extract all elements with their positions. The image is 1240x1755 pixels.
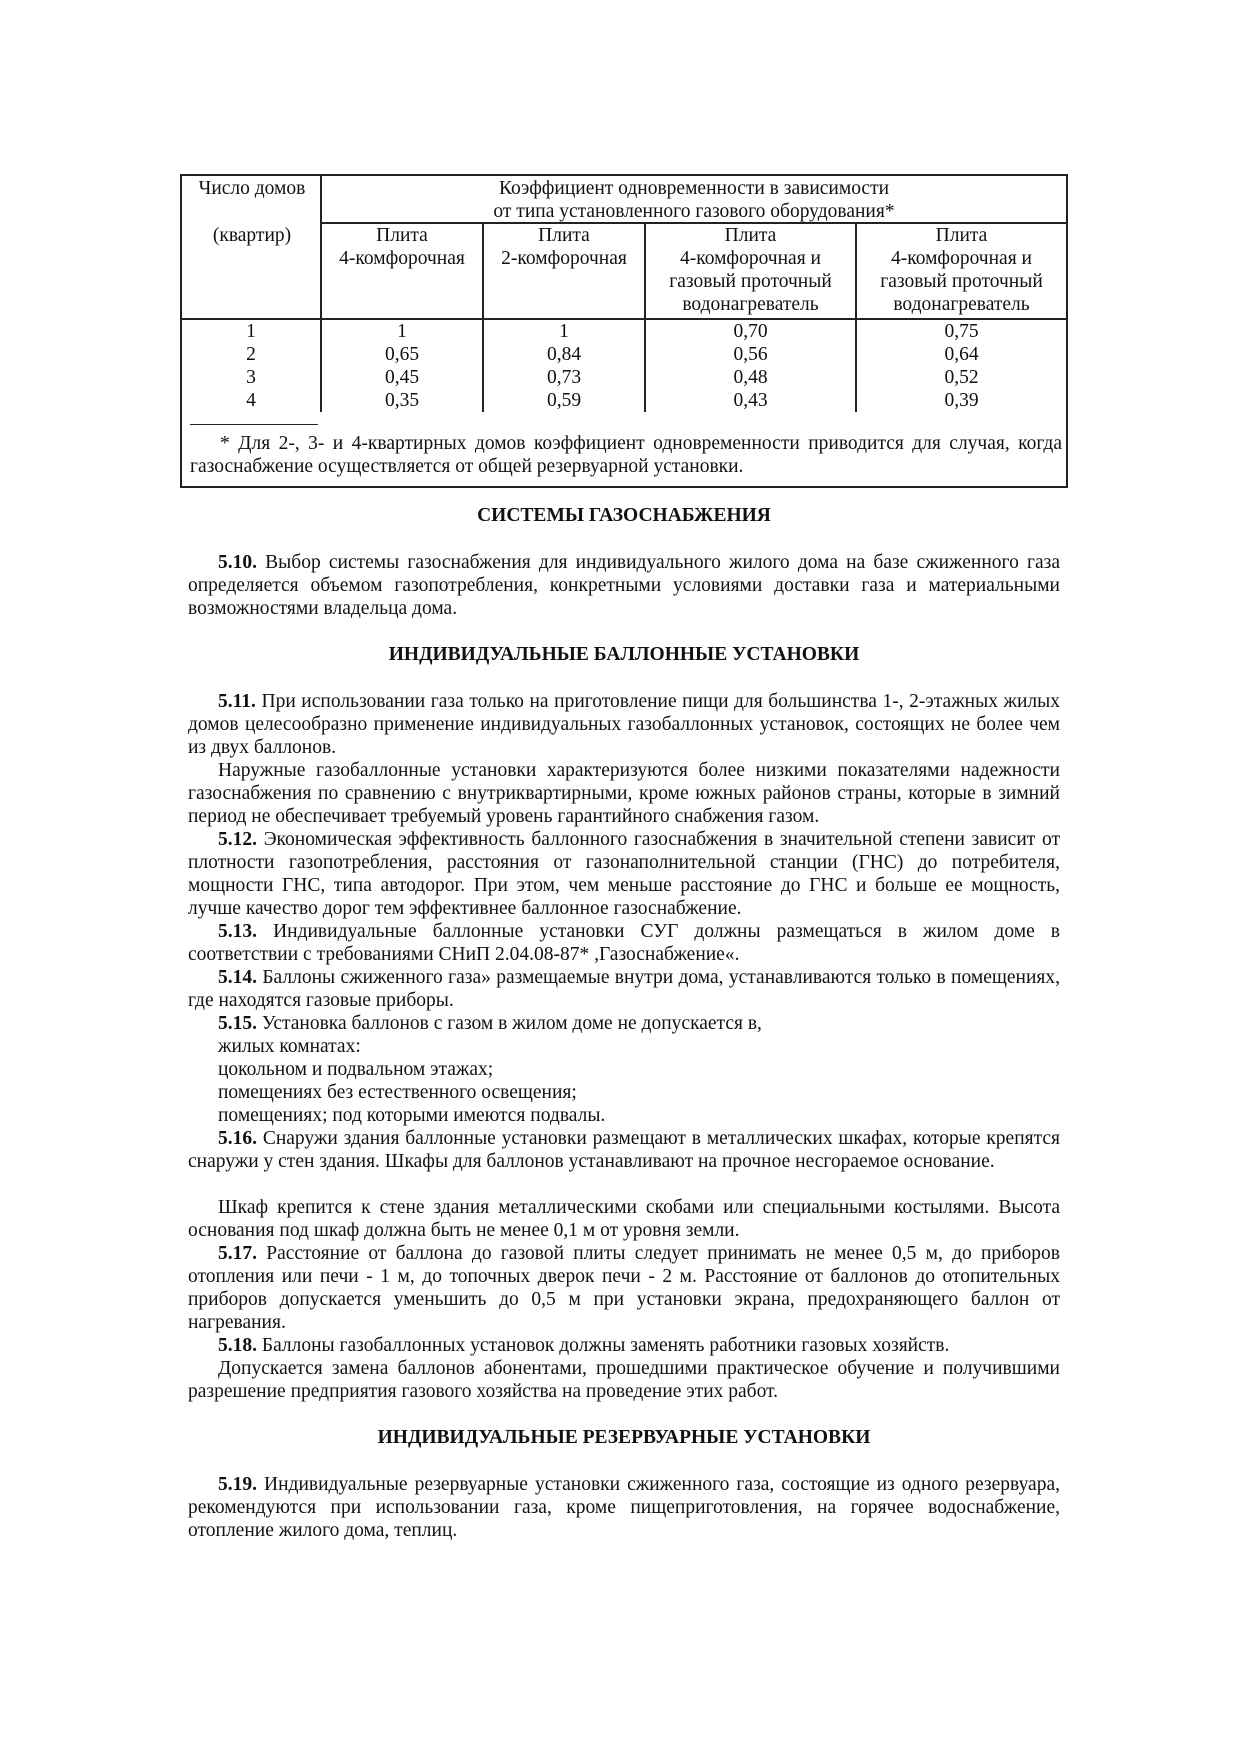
paragraph-5-15: [188, 1012, 1060, 1035]
paragraph-5-19: [188, 1473, 1060, 1542]
table-cell: 0,73: [546, 367, 582, 388]
col-stove-heater-a: [646, 320, 855, 412]
paragraph-text: Баллоны сжиженного газа» размещаемые внутри дома, устанавливаются только в помещениях, где находятся газовые приборы.: [188, 967, 1060, 1011]
coefficient-table: [180, 174, 1068, 488]
paragraph-text: При использовании газа только на приготовление пищи для большинства 1-, 2-этажных жилых домов целесообразно применение индивидуальных газобаллонных установок, состоящих не более чем из двух баллонов.: [188, 691, 1060, 758]
table-cell: 0,39: [944, 390, 979, 411]
header-group-line2: от типа установленного газового оборудования*: [493, 201, 895, 222]
table-cell: 0,43: [733, 390, 768, 411]
header-col-4-line2: 4-комфорочная и: [890, 248, 1032, 269]
list-item: помещениях; под которыми имеются подвалы.: [218, 1105, 606, 1126]
header-group-line1: Коэффициент одновременности в зависимости: [498, 178, 890, 199]
header-col-4-line4: водонагреватель: [893, 294, 1030, 315]
header-col-4: [857, 224, 1066, 318]
paragraph-text: Экономическая эффективность баллонного газоснабжения в значительной степени зависит от плотности газопотребления, расстояния от газонаполнительной станции (ГНС) до потребителя, мощности ГНС, типа автодорог. При этом, чем меньше расстояние до ГНС и больше ее мощность, лучше качество дорог тем эффективнее баллонное газоснабжение.: [188, 829, 1060, 919]
table-cell: 0,84: [546, 344, 582, 365]
table-cell: 0,65: [384, 344, 420, 365]
header-col-1-line2: 4-комфорочная: [339, 248, 465, 269]
table-cell: 0,35: [384, 390, 420, 411]
table-cell: 0,70: [733, 321, 768, 342]
paragraph-5-10: [188, 551, 1060, 620]
clause-number: 5.10.: [218, 552, 257, 573]
footnote-rule: [190, 424, 318, 425]
header-col-3-line4: водонагреватель: [682, 294, 819, 315]
paragraph-5-12: [188, 828, 1060, 920]
header-col-3-line3: газовый проточный: [669, 271, 832, 292]
header-col-3: [646, 224, 857, 318]
table-cell: 1: [246, 321, 256, 342]
table-cell: 1: [397, 321, 407, 342]
section-heading-gas-systems: СИСТЕМЫ ГАЗОСНАБЖЕНИЯ: [477, 505, 771, 526]
table-cell: 0,52: [944, 367, 979, 388]
header-col-4-line3: газовый проточный: [880, 271, 1043, 292]
clause-number: 5.18.: [218, 1335, 257, 1356]
paragraph-5-11-cont: Наружные газобаллонные установки характеризуются более низкими показателями надежности газоснабжения по сравнению с внутриквартирными, кроме южных районов страны, которые в зимний период не обеспечивает требуемый уровень гарантийного снабжения газом.: [188, 760, 1060, 827]
col-stove-2: [484, 320, 644, 412]
paragraph-5-14: [188, 966, 1060, 1012]
list-item: цокольном и подвальном этажах;: [218, 1059, 494, 1080]
paragraph-5-18-cont: Допускается замена баллонов абонентами, прошедшими практическое обучение и получившими разрешение предприятия газового хозяйства на проведение этих работ.: [188, 1358, 1060, 1402]
header-houses-line1: Число домов: [198, 178, 306, 199]
header-col-2: [484, 224, 646, 318]
table-cell: 0,48: [733, 367, 768, 388]
list-item: жилых комнатах:: [218, 1036, 361, 1057]
paragraph-5-11: [188, 690, 1060, 759]
header-col-3-line1: Плита: [724, 225, 777, 246]
clause-number: 5.14.: [218, 967, 257, 988]
table-cell: 1: [559, 321, 569, 342]
table-cell: 0,45: [384, 367, 420, 388]
col-stove-heater-b: [857, 320, 1066, 412]
table-cell: 0,56: [733, 344, 768, 365]
section-heading-tank-units: ИНДИВИДУАЛЬНЫЕ РЕЗЕРВУАРНЫЕ УСТАНОВКИ: [377, 1427, 871, 1448]
header-group: [322, 176, 1066, 224]
clause-number: 5.12.: [218, 829, 257, 850]
paragraph-text: Индивидуальные баллонные установки СУГ должны размещаться в жилом доме в соответствии с требованиями СНиП 2.04.08-87* ,Газоснабжение«.: [188, 921, 1060, 965]
col-houses: [182, 320, 320, 412]
header-houses-line2: (квартир): [212, 225, 292, 246]
header-col-3-line2: 4-комфорочная и: [679, 248, 821, 269]
header-col-2-line2: 2-комфорочная: [501, 248, 627, 269]
table-footnote: [182, 412, 1066, 486]
header-col-1: [322, 224, 484, 318]
paragraph-text: Снаружи здания баллонные установки размещают в металлических шкафах, которые крепятся снаружи у стен здания. Шкафы для баллонов устанавливают на прочное несгораемое основание.: [188, 1128, 1060, 1172]
table-header: [182, 176, 1066, 320]
table-cell: 0,75: [944, 321, 979, 342]
table-cell: 4: [246, 390, 256, 411]
header-col-2-line1: Плита: [538, 225, 590, 246]
table-body: [182, 320, 1066, 412]
header-col-4-line1: Плита: [935, 225, 988, 246]
paragraph-5-16-cont: Шкаф крепится к стене здания металлическими скобами или специальными костылями. Высота основания под шкаф должна быть не менее 0,1 м от уровня земли.: [188, 1197, 1060, 1241]
paragraph-5-13: [188, 920, 1060, 966]
paragraph-5-16: [188, 1127, 1060, 1173]
paragraph-text: Выбор системы газоснабжения для индивидуального жилого дома на базе сжиженного газа определяется объемом газопотребления, конкретными условиями доставки газа и материальными возможностями владельца дома.: [188, 552, 1060, 619]
clause-number: 5.17.: [218, 1243, 257, 1264]
header-houses-count: [182, 176, 322, 318]
paragraph-5-18: [188, 1334, 1060, 1357]
clause-number: 5.16.: [218, 1128, 257, 1149]
paragraph-text: Баллоны газобаллонных установок должны заменять работники газовых хозяйств.: [257, 1335, 950, 1356]
paragraph-text: Установка баллонов с газом в жилом доме не допускается в,: [257, 1013, 762, 1034]
clause-number: 5.11.: [218, 691, 256, 712]
paragraph-text: Индивидуальные резервуарные установки сжиженного газа, состоящие из одного резервуара, рекомендуются при использовании газа, кроме пищеприготовления, на горячее водоснабжение, отопление жилого дома, теплиц.: [188, 1474, 1060, 1541]
list-item: помещениях без естественного освещения;: [218, 1082, 577, 1103]
table-cell: 0,59: [546, 390, 582, 411]
col-stove-4: [322, 320, 482, 412]
table-cell: 2: [246, 344, 256, 365]
paragraph-5-17: [188, 1242, 1060, 1334]
header-col-1-line1: Плита: [376, 225, 428, 246]
footnote-text: * Для 2-, 3- и 4-квартирных домов коэффициент одновременности приводится для случая, когда газоснабжение осуществляется от общей резервуарной установки.: [190, 433, 1062, 477]
paragraph-text: Расстояние от баллона до газовой плиты следует принимать не менее 0,5 м, до приборов отопления или печи - 1 м, до топочных дверок печи - 2 м. Расстояние от баллонов до отопительных приборов допускается уменьшить до 0,5 м при установки экрана, предохраняющего баллон от нагревания.: [188, 1243, 1060, 1333]
table-cell: 3: [246, 367, 256, 388]
clause-number: 5.13.: [218, 921, 257, 942]
clause-number: 5.19.: [218, 1474, 257, 1495]
section-heading-cylinder-units: ИНДИВИДУАЛЬНЫЕ БАЛЛОННЫЕ УСТАНОВКИ: [388, 644, 860, 665]
clause-number: 5.15.: [218, 1013, 257, 1034]
table-cell: 0,64: [944, 344, 979, 365]
